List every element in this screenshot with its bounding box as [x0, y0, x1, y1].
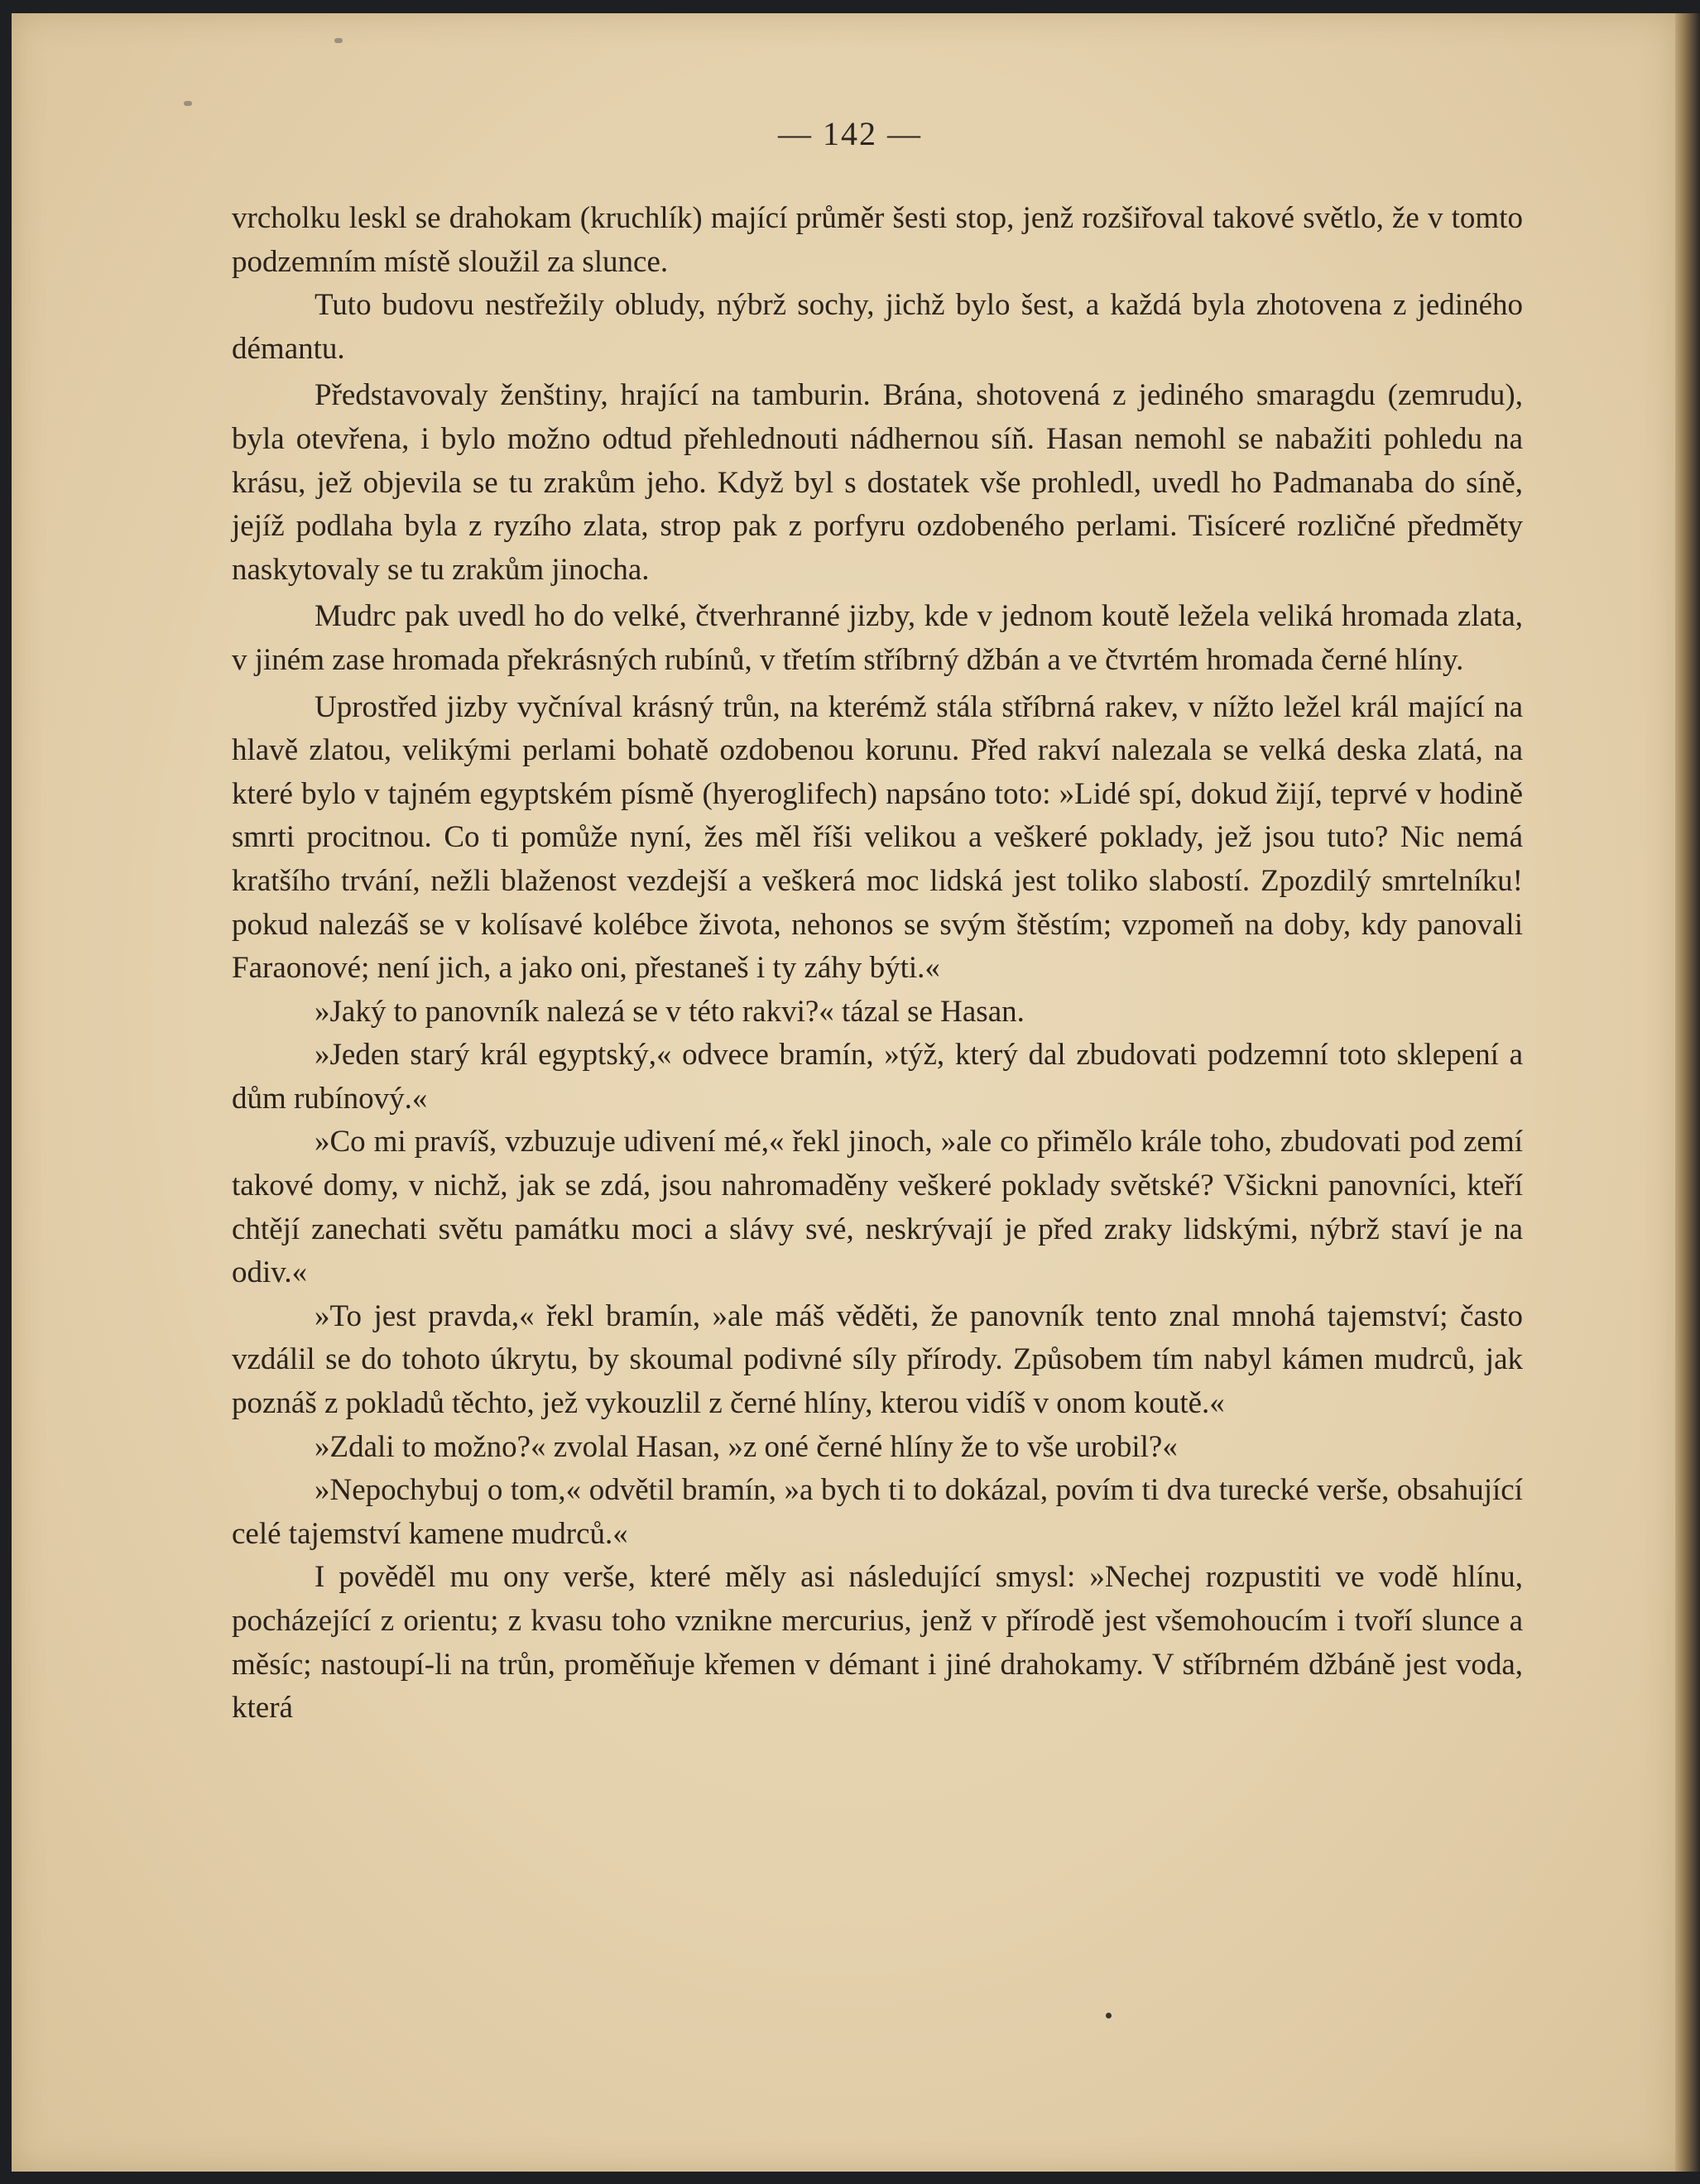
paper-speck	[334, 38, 343, 43]
body-text	[232, 197, 1523, 1730]
paragraph: »Nepochybuj o tom,« odvětil bramín, »a bych ti to dokázal, povím ti dva turecké verše, obsahující celé tajemství kamene mudrců.«	[232, 1473, 1523, 1551]
paragraph: »Jeden starý král egyptský,« odvece bramín, »týž, který dal zbudovati podzemní toto sklepení a dům rubínový.«	[232, 1038, 1523, 1116]
paragraph: vrcholku leskl se drahokam (kruchlík) mající průměr šesti stop, jenž rozšiřoval takové světlo, že v tomto podzemním místě sloužil za slunce.	[232, 201, 1523, 279]
paragraph: Mudrc pak uvedl ho do velké, čtverhranné jizby, kde v jednom koutě ležela veliká hromada zlata, v jiném zase hromada překrásných rubínů, v třetím stříbrný džbán a ve čtvrtém hromada černé hlíny.	[232, 599, 1523, 677]
paragraph: »Jaký to panovník nalezá se v této rakvi?« tázal se Hasan.	[315, 994, 1025, 1029]
paragraph: I pověděl mu ony verše, které měly asi následující smysl: »Nechej rozpustiti ve vodě hlínu, pocházející z orientu; z kvasu toho vznikne mercurius, jenž v přírodě jest všemohoucím i tvoří slunce a měsíc; nastoupí-li na trůn, proměňuje křemen v démant i jiné drahokamy. V stříbrném džbáně jest voda, která	[232, 1560, 1523, 1726]
paragraph: »To jest pravda,« řekl bramín, »ale máš věděti, že panovník tento znal mnohá tajemství; často vzdálil se do tohoto úkrytu, by skoumal podivné síly přírody. Způsobem tím nabyl kámen mudrců, jak poznáš z pokladů těchto, jež vykouzlil z černé hlíny, kterou vidíš v onom koutě.«	[232, 1298, 1523, 1421]
page-number: — 142 —	[778, 115, 922, 152]
page-edge	[1675, 13, 1700, 2172]
paragraph: Uprostřed jizby vyčníval krásný trůn, na kterémž stála stříbrná rakev, v nížto ležel král mající na hlavě zlatou, velikými perlami bohatě ozdobenou korunu. Před rakví nalezala se velká deska zlatá, na které bylo v tajném egyptském písmě (hyeroglifech) napsáno toto: »Lidé spí, dokud žijí, teprvé v hodině smrti procitnou. Co ti pomůže nyní, žes měl říši velikou a veškeré poklady, jež jsou tuto? Nic nemá kratšího trvání, nežli blaženost vezdejší a veškerá moc lidská jest toliko slabostí. Zpozdilý smrtelníku! pokud nalezáš se v kolísavé kolébce života, nehonos se svým štěstím; vzpomeň na doby, kdy panovali Faraonové; není jich, a jako oni, přestaneš i ty záhy býti.«	[232, 689, 1523, 986]
paper-speck	[184, 101, 192, 106]
paragraph: »Co mi pravíš, vzbuzuje udivení mé,« řekl jinoch, »ale co přimělo krále toho, zbudovati pod zemí takové domy, v nichž, jak se zdá, jsou nahromaděny veškeré poklady světské? Všickni panovníci, kteří chtějí zanechati světu památku moci a slávy své, neskrývají je před zraky lidskými, nýbrž staví je na odiv.«	[232, 1125, 1523, 1290]
paragraph: Tuto budovu nestřežily obludy, nýbrž sochy, jichž bylo šest, a každá byla zhotovena z jediného démantu.	[232, 288, 1523, 366]
paragraph: »Zdali to možno?« zvolal Hasan, »z oné černé hlíny že to vše urobil?«	[315, 1429, 1178, 1464]
paragraph: Představovaly ženštiny, hrající na tamburin. Brána, shotovená z jediného smaragdu (zemrudu), byla otevřena, i bylo možno odtud přehlednouti nádhernou síň. Hasan nemohl se nabažiti pohledu na krásu, jež objevila se tu zrakům jeho. Když byl s dostatek vše prohledl, uvedl ho Padmanaba do síně, jejíž podlaha byla z ryzího zlata, strop pak z porfyru ozdobeného perlami. Tisíceré rozličné předměty naskytovaly se tu zrakům jinocha.	[232, 378, 1523, 587]
ink-dot	[1106, 2013, 1112, 2018]
